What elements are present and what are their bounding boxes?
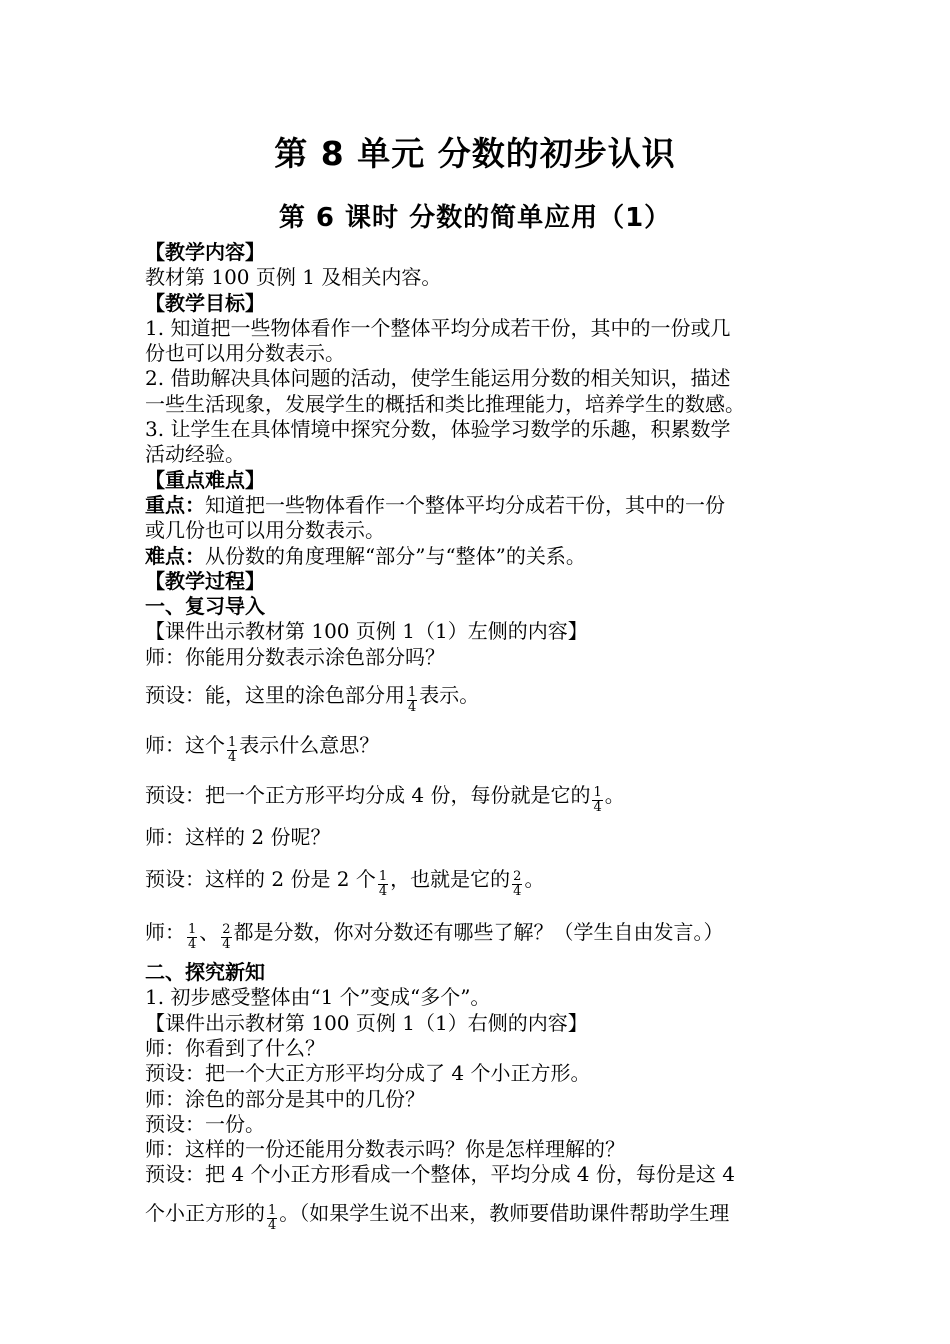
text-segment: 表示什么意思？ <box>239 733 380 758</box>
text-segment: 预设：能，这里的涂色部分用 <box>145 683 405 708</box>
part-heading-explore: 二、探究新知 <box>145 960 265 985</box>
goal-line: 一些生活现象，发展学生的概括和类比推理能力，培养学生的数感。 <box>145 391 745 416</box>
dialog-line: 预设：一份。 <box>145 1111 265 1136</box>
difficulty-line <box>145 544 810 569</box>
dialog-line <box>145 1188 810 1238</box>
document-body <box>145 240 810 1238</box>
fraction-numerator: 1 <box>188 922 197 938</box>
dialog-line: 预设：把一个大正方形平均分成了 4 个小正方形。 <box>145 1061 591 1086</box>
fraction-denominator: 4 <box>513 884 522 900</box>
goal-line: 2. 借助解决具体问题的活动，使学生能运用分数的相关知识，描述 <box>145 366 731 391</box>
fraction <box>378 870 388 899</box>
fraction-numerator: 1 <box>408 685 417 701</box>
fraction <box>221 923 231 952</box>
text-segment: 。 <box>524 867 545 892</box>
text-segment: 表示。 <box>419 683 480 708</box>
difficulty-text: 从份数的角度理解“部分”与“整体”的关系。 <box>205 543 586 568</box>
content-text: 教材第 100 页例 1 及相关内容。 <box>145 265 442 290</box>
goal-line: 1. 知道把一些物体看作一个整体平均分成若干份，其中的一份或几 <box>145 315 731 340</box>
fraction-denominator: 4 <box>378 884 388 900</box>
dialog-line: 师：这样的 2 份呢？ <box>145 825 331 850</box>
text-segment: 。（如果学生说不出来，教师要借助课件帮助学生理 <box>279 1200 730 1225</box>
dialog-line: 1. 初步感受整体由“1 个”变成“多个”。 <box>145 985 491 1010</box>
fraction-denominator: 4 <box>228 750 237 766</box>
dialog-line <box>145 854 810 904</box>
fraction-denominator: 4 <box>408 700 417 716</box>
dialog-line <box>145 770 810 820</box>
text-segment: 预设：把一个正方形平均分成 4 份，每份就是它的 <box>145 783 591 808</box>
key-label: 重点： <box>145 492 205 517</box>
key-point-line <box>145 493 810 518</box>
fraction-denominator: 4 <box>222 937 231 953</box>
dialog-line: 【课件出示教材第 100 页例 1（1）左侧的内容】 <box>145 619 588 644</box>
section-heading-content: 【教学内容】 <box>145 240 265 264</box>
section-heading-key: 【重点难点】 <box>145 467 265 492</box>
text-segment: 。 <box>604 783 625 808</box>
text-segment: ，也就是它的 <box>390 867 511 892</box>
fraction-denominator: 4 <box>268 1217 277 1233</box>
dialog-line: 师：这样的一份还能用分数表示吗？你是怎样理解的？ <box>145 1137 625 1162</box>
fraction-numerator: 2 <box>222 922 231 938</box>
goal-line: 活动经验。 <box>145 442 245 467</box>
dialog-line <box>145 670 810 720</box>
dialog-line: 【课件出示教材第 100 页例 1（1）右侧的内容】 <box>145 1010 588 1035</box>
fraction-denominator: 4 <box>593 800 602 816</box>
fraction-numerator: 1 <box>593 785 602 801</box>
section-heading-goals: 【教学目标】 <box>145 290 265 315</box>
page-subtitle: 第 6 课时 分数的简单应用（1） <box>278 203 672 233</box>
text-segment: 个小正方形的 <box>145 1200 265 1225</box>
fraction-denominator: 4 <box>188 937 197 953</box>
key-point-line: 或几份也可以用分数表示。 <box>145 518 385 543</box>
key-text: 知道把一些物体看作一个整体平均分成若干份，其中的一份 <box>205 492 725 517</box>
page-title: 第 8 单元 分数的初步认识 <box>274 134 676 173</box>
part-heading-review: 一、复习导入 <box>145 594 265 619</box>
fraction-numerator: 1 <box>378 869 388 885</box>
fraction <box>512 870 522 899</box>
dialog-line: 师：你看到了什么？ <box>145 1035 325 1060</box>
text-segment: 预设：这样的 2 份是 2 个 <box>145 867 376 892</box>
goal-line: 份也可以用分数表示。 <box>145 341 345 366</box>
fraction <box>187 923 197 952</box>
fraction <box>592 786 602 815</box>
fraction-numerator: 1 <box>268 1202 277 1218</box>
goal-line: 3. 让学生在具体情境中探究分数，体验学习数学的乐趣，积累数学 <box>145 417 731 442</box>
fraction-numerator: 1 <box>228 735 237 751</box>
fraction <box>227 736 237 765</box>
text-segment: 师：这个 <box>145 733 225 758</box>
dialog-line: 师：你能用分数表示涂色部分吗？ <box>145 644 445 669</box>
dialog-line <box>145 904 810 960</box>
dialog-line: 师：涂色的部分是其中的几份？ <box>145 1086 425 1111</box>
text-segment: 都是分数，你对分数还有哪些了解？（学生自由发言。） <box>233 920 724 945</box>
fraction-numerator: 2 <box>513 869 522 885</box>
fraction <box>267 1204 277 1233</box>
dialog-line <box>145 720 810 770</box>
dialog-line: 预设：把 4 个小正方形看成一个整体，平均分成 4 份，每份是这 4 <box>145 1162 735 1187</box>
difficulty-label: 难点： <box>145 543 205 568</box>
fraction <box>407 686 417 715</box>
text-segment: 师： <box>145 920 185 945</box>
text-segment: 、 <box>199 920 220 945</box>
section-heading-process: 【教学过程】 <box>145 568 265 593</box>
